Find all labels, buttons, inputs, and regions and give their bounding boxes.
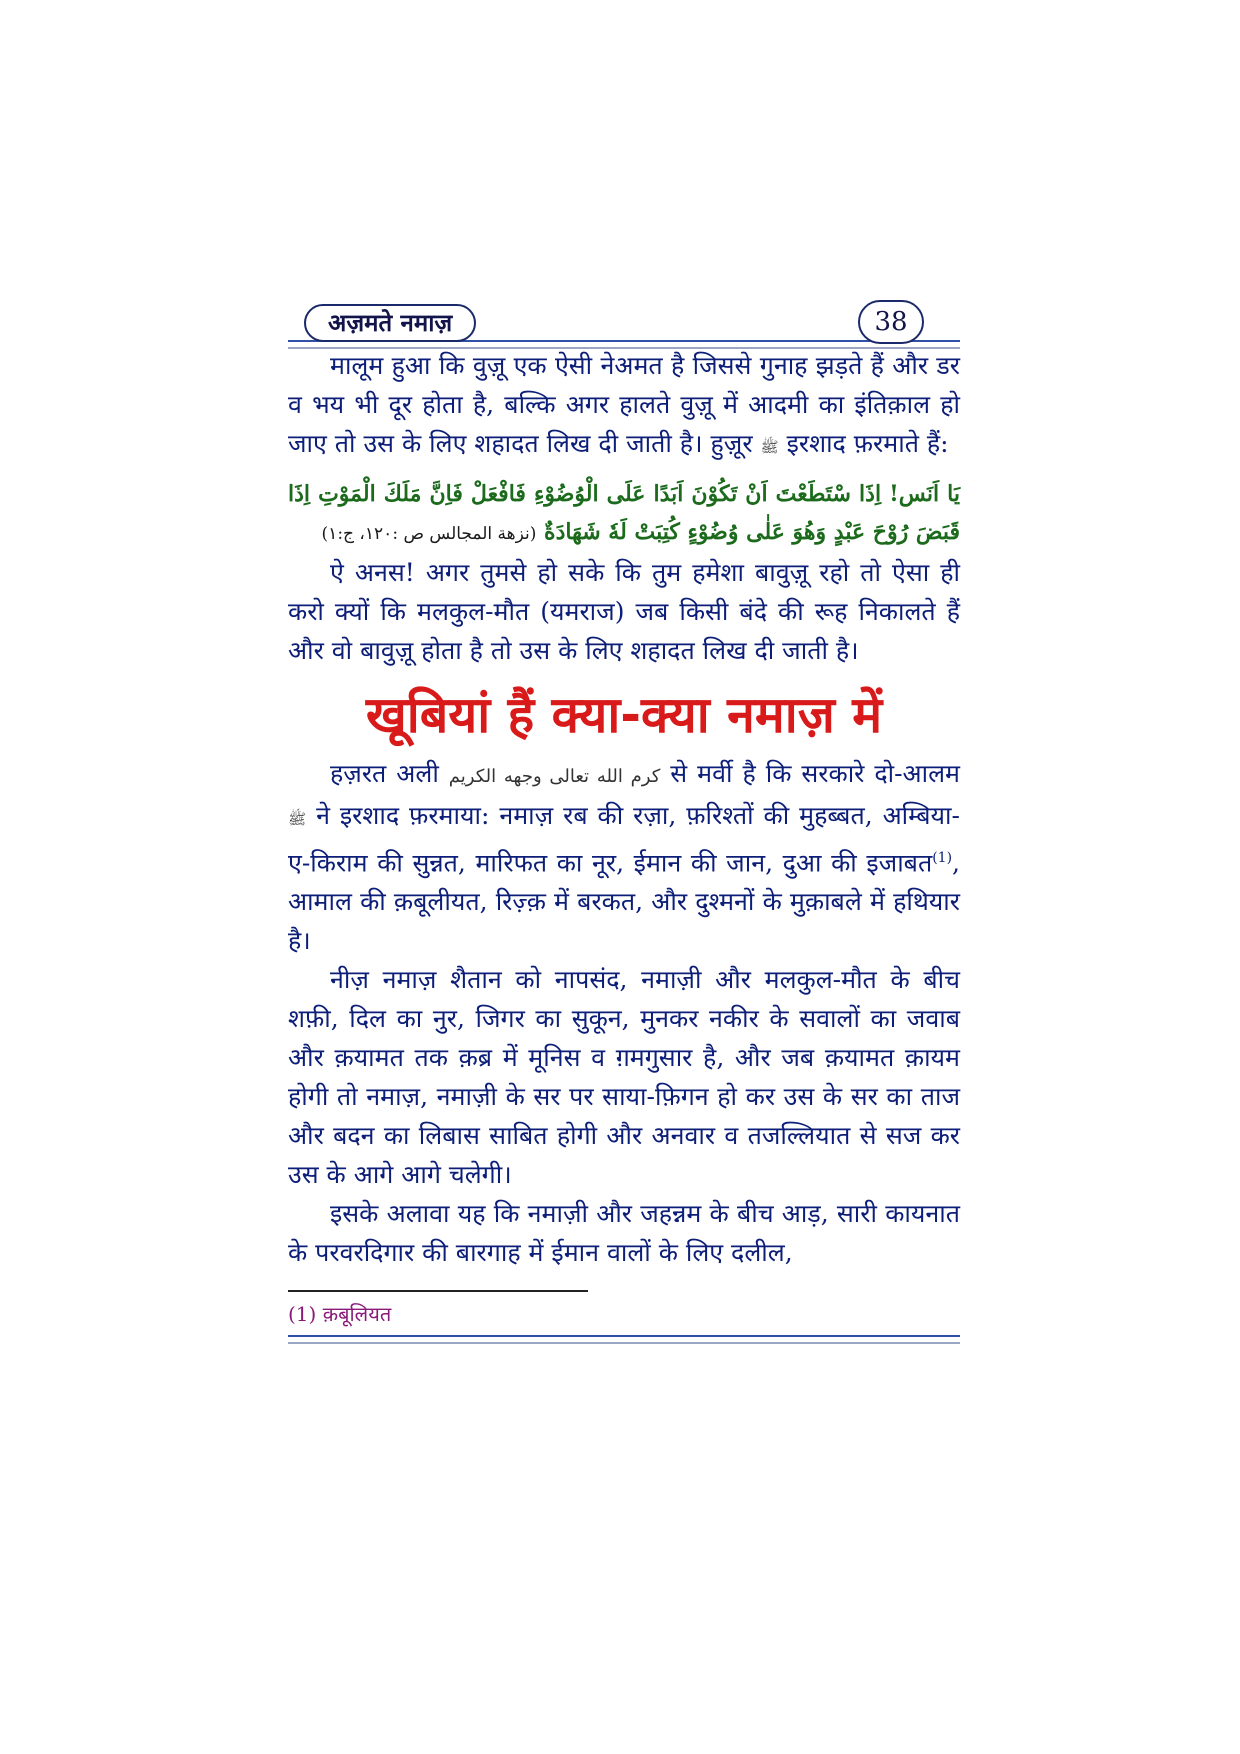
footnote-ref: (1) <box>932 850 953 866</box>
paragraph-3 <box>288 754 960 960</box>
paragraph-5: इसके अलावा यह कि नमाज़ी और जहन्नम के बीच आड़, सारी कायनात के परवरदिगार की बारगाह में ईमान वालों के लिए दलील, <box>288 1199 960 1268</box>
paragraph-1-text: मालूम हुआ कि वुज़ू एक ऐसी नेअमत है जिससे गुनाह झड़ते हैं और डर व भय भी दूर होता है, बल्कि अगर हालते वुज़ू में आदमी का इंतिक़ाल हो जाए तो उस के लिए शहादत लिख दी जाती है। हुज़ूर <box>288 351 960 458</box>
page-header <box>288 300 960 346</box>
section-heading: खूबियां हैं क्या-क्या नमाज़ में <box>365 686 883 744</box>
inline-arabic-honorific: كرم الله تعالى وجهه الكريم <box>448 766 661 787</box>
arabic-hadith-text: يَا اَنَس! اِذَا سْتَطَعْتَ اَنْ تَكُوْنَ اَبَدًا عَلَى الْوُضُوْءِ فَافْعَلْ فَاِنَّ مَلَكَ الْمَوْتِ اِذَا قَبَضَ رُوْحَ عَبْدٍ وَهُوَ عَلٰى وُضُوْءٍ كُتِبَتْ لَهٗ شَهَادَةٌ <box>288 481 960 545</box>
arabic-reference: (نزهة المجالس ص :۱۲۰، ج:۱) <box>321 524 537 544</box>
running-title: अज़मते नमाज़ <box>304 304 476 342</box>
paragraph-1-end: इरशाद फ़रमाते हैं: <box>786 429 949 458</box>
paragraph-3-a: ने इरशाद फ़रमाया: नमाज़ रब की रज़ा, फ़रिश्तों की मुहब्बत, अम्बिया-ए-किराम की सुन्नत, मारिफत का नूर, ईमान की जान, दुआ की इजाबत <box>288 801 960 878</box>
footnote-separator <box>288 1290 588 1292</box>
footnote-marker: (1) <box>288 1302 317 1327</box>
paragraph-4: नीज़ नमाज़ शैतान को नापसंद, नमाज़ी और मलकुल-मौत के बीच शफ़ी, दिल का नुर, जिगर का सुकून, मुनकर नकीर के सवालों का जवाब और क़यामत तक क़ब्र में मूनिस व ग़मगुसार है, और जब क़यामत क़ायम होगी तो नमाज़, नमाज़ी के सर पर साया-फ़िगन हो कर उस के सर का ताज और बदन का लिबास साबित होगी और अनवार व तजल्लियात से सज कर उस के आगे आगे चलेगी। <box>288 965 960 1190</box>
book-page <box>288 300 960 1344</box>
paragraph-1 <box>288 346 960 467</box>
paragraph-3-mid: से मर्वी है कि सरकारे दो-आलम <box>670 759 961 788</box>
footnote-text: क़बूलियत <box>322 1302 392 1327</box>
salutation-mark: ﷺ <box>760 438 779 456</box>
paragraph-3-start: हज़रत अली <box>330 759 439 788</box>
arabic-hadith <box>288 475 960 553</box>
footer-rule <box>288 1335 960 1344</box>
page-number: 38 <box>858 300 924 344</box>
footnote <box>288 1300 960 1327</box>
paragraph-2: ऐ अनस! अगर तुमसे हो सके कि तुम हमेशा बावुज़ू रहो तो ऐसा ही करो क्यों कि मलकुल-मौत (यमराज) जब किसी बंदे की रूह निकालते हैं और वो बावुज़ू होता है तो उस के लिए शहादत लिख दी जाती है। <box>288 558 960 665</box>
salutation-mark: ﷺ <box>288 810 307 828</box>
paragraph-3-b: , आमाल की क़बूलीयत, रिज़्क़ में बरकत, और दुश्मनों के मुक़ाबले में हथियार है। <box>288 848 960 956</box>
